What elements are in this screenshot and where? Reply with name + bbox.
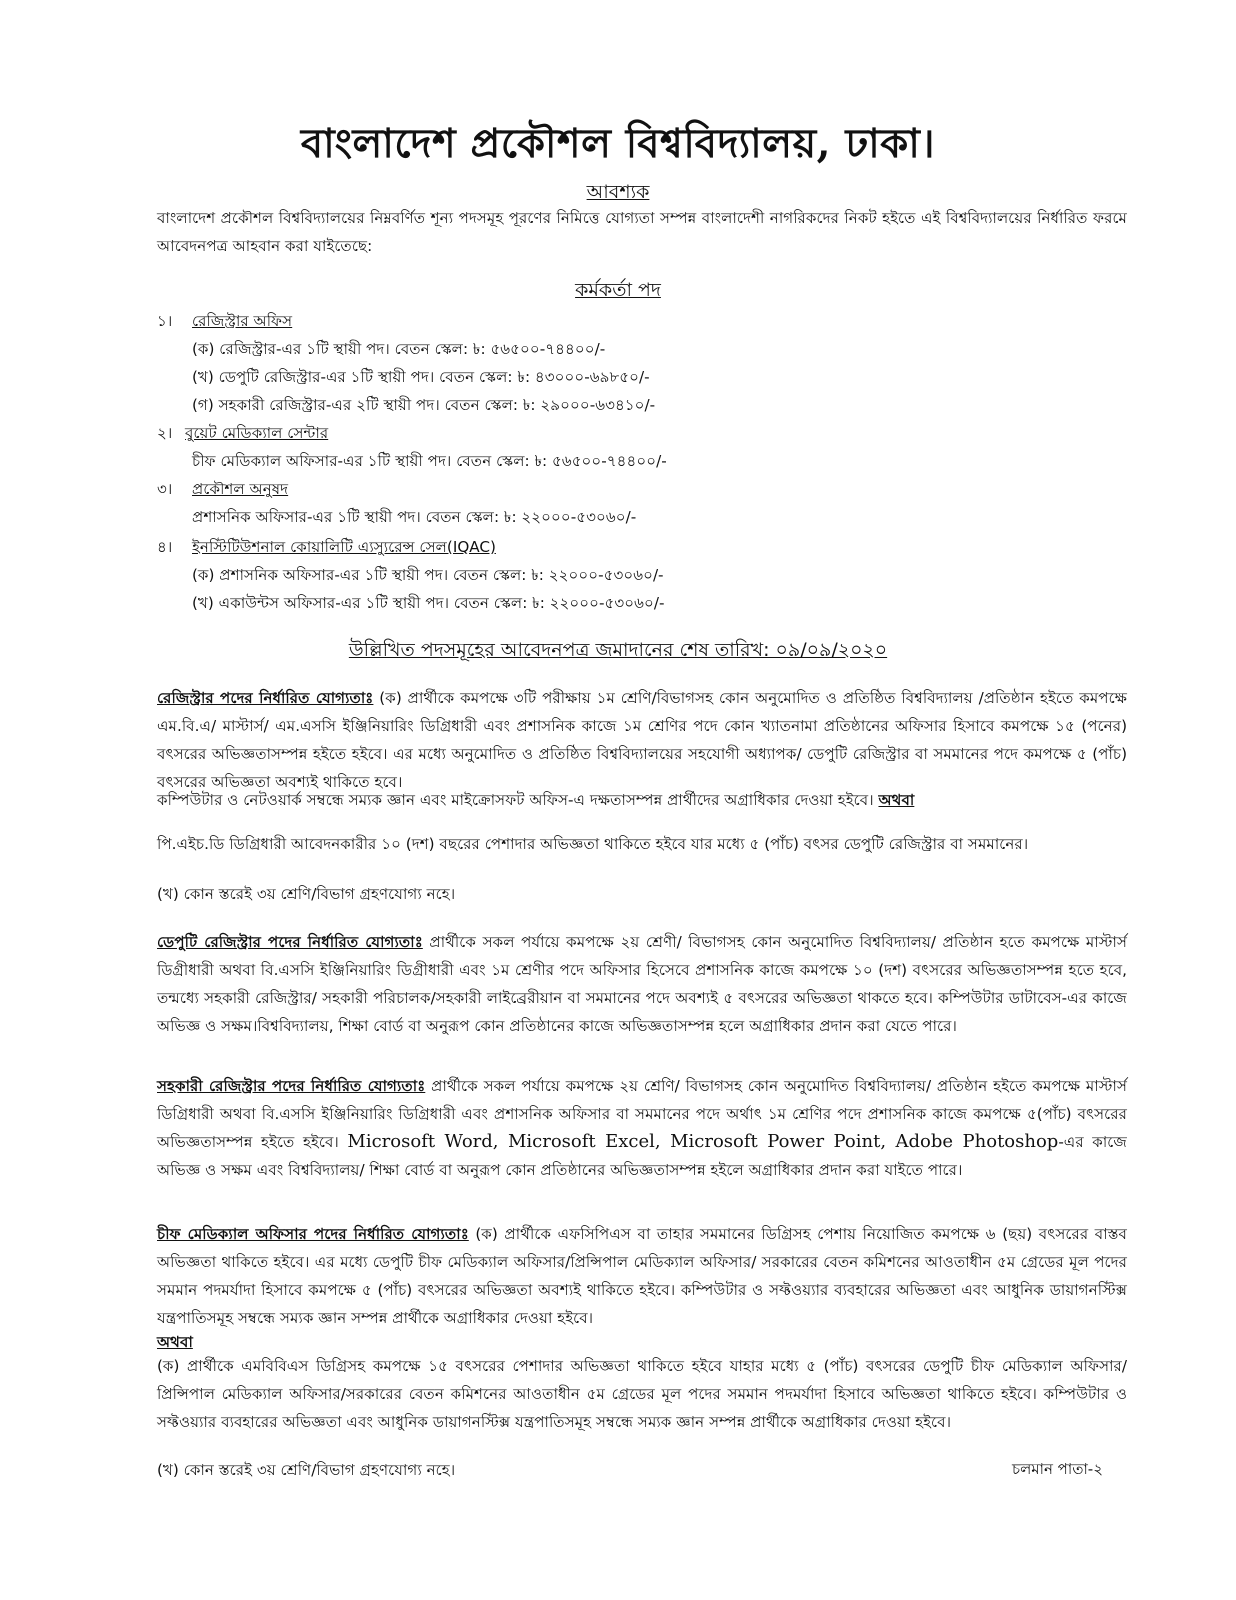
registrar-or: অথবা <box>878 791 915 809</box>
deputy-registrar-qualification <box>157 928 1127 1040</box>
registrar-computer-line <box>157 786 1127 814</box>
deputy-registrar-heading: ডেপুটি রেজিস্ট্রার পদের নির্ধারিত যোগ্যতাঃ <box>157 933 423 951</box>
registrar-computer-text: কম্পিউটার ও নেটওয়ার্ক সম্বন্ধে সম্যক জ্ঞান এবং মাইক্রোসফট অফিস-এ দক্ষতাসম্পন্ন প্রার্থীদের অগ্রাধিকার দেওয়া হইবে। <box>157 791 874 809</box>
section-4-post-a: (ক) প্রশাসনিক অফিসার-এর ১টি স্থায়ী পদ। বেতন স্কেল: ৳: ২২০০০-৫৩০৬০/- <box>192 566 664 584</box>
assistant-registrar-heading: সহকারী রেজিস্ট্রার পদের নির্ধারিত যোগ্যতাঃ <box>157 1077 426 1095</box>
cmo-heading: চীফ মেডিক্যাল অফিসার পদের নির্ধারিত যোগ্যতাঃ <box>157 1225 469 1243</box>
assistant-registrar-text-a: প্রার্থীকে সকল পর্যায়ে কমপক্ষে ২য় শ্রেণি/ বিভাগসহ কোন অনুমোদিত বিশ্ববিদ্যালয়/ প্রতিষ্ঠান হইতে কমপক্ষে মাস্টার্স ডিগ্রিধারী অথবা বি.এসসি ইঞ্জিনিয়ারিং ডিগ্রিধারী এবং প্রশাসনিক অফিসার বা সমমানের পদে অর্থাৎ ১ম শ্রেণির পদে প্রশাসনিক কাজে কমপক্ষে ৫(পাঁচ) বৎসরের অভিজ্ঞতাসম্পন্ন হইতে হইবে। <box>157 1077 1127 1151</box>
cmo-third-division: (খ) কোন স্তরেই ৩য় শ্রেণি/বিভাগ গ্রহণযোগ্য নহে। <box>157 1461 456 1479</box>
registrar-heading: রেজিস্ট্রার পদের নির্ধারিত যোগ্যতাঃ <box>157 689 374 707</box>
required-heading: আবশ্যক <box>586 181 650 203</box>
assistant-registrar-text-b: -এর কাজে অভিজ্ঞ ও সক্ষম এবং বিশ্ববিদ্যালয়/ শিক্ষা বোর্ড বা অনুরূপ কোন প্রতিষ্ঠানের অভিজ্ঞতাসম্পন্ন হইলে অগ্রাধিকার প্রদান করা যাইতে পারে। <box>157 1133 1128 1179</box>
page-title: বাংলাদেশ প্রকৌশল বিশ্ববিদ্যালয়, ঢাকা। <box>300 120 936 167</box>
section-4-post-b: (খ) একাউন্টস অফিসার-এর ১টি স্থায়ী পদ। বেতন স্কেল: ৳: ২২০০০-৫৩০৬০/- <box>192 594 665 612</box>
assistant-registrar-software: Microsoft Word, Microsoft Excel, Microsoft Power Point, Adobe Photoshop <box>347 1131 1059 1152</box>
cmo-qualification <box>157 1220 1127 1332</box>
section-1-name: রেজিস্ট্রার অফিস <box>192 312 293 330</box>
application-deadline: উল্লিখিত পদসমূহের আবেদনপত্র জমাদানের শেষ তারিখ: ০৯/০৯/২০২০ <box>348 639 888 661</box>
deputy-registrar-text: প্রার্থীকে সকল পর্যায়ে কমপক্ষে ২য় শ্রেণী/ বিভাগসহ কোন অনুমোদিত বিশ্ববিদ্যালয়/ প্রতিষ্ঠান হতে কমপক্ষে মাস্টার্স ডিগ্রীধারী অথবা বি.এসসি ইঞ্জিনিয়ারিং ডিগ্রীধারী এবং ১ম শ্রেণীর পদে অফিসার হিসেবে প্রশাসনিক কাজে কমপক্ষে ১০ (দশ) বৎসরের অভিজ্ঞতাসম্পন্ন হতে হবে, তন্মধ্যে সহকারী রেজিস্ট্রার/ সহকারী পরিচালক/সহকারী লাইব্রেরীয়ান বা সমমানের পদে অবশ্যই ৫ বৎসরের অভিজ্ঞতা থাকতে হবে। কম্পিউটার ডাটাবেস-এর কাজে অভিজ্ঞ ও সক্ষম।বিশ্ববিদ্যালয়, শিক্ষা বোর্ড বা অনুরূপ কোন প্রতিষ্ঠানের কাজে অভিজ্ঞতাসম্পন্ন হলে অগ্রাধিকার প্রদান করা যেতে পারে। <box>157 933 1127 1035</box>
cmo-or: অথবা <box>157 1333 193 1351</box>
section-3-post: প্রশাসনিক অফিসার-এর ১টি স্থায়ী পদ। বেতন স্কেল: ৳: ২২০০০-৫৩০৬০/- <box>192 508 637 526</box>
cmo-alternative: (ক) প্রার্থীকে এমবিবিএস ডিগ্রিসহ কমপক্ষে ১৫ বৎসরের পেশাদার অভিজ্ঞতা থাকিতে হইবে যাহার মধ্যে ৫ (পাঁচ) বৎসরের ডেপুটি চীফ মেডিক্যাল অফিসার/ প্রিন্সিপাল মেডিক্যাল অফিসার/সরকারের বেতন কমিশনের আওতাধীন ৫ম গ্রেডের মূল পদের সমমান পদমর্যাদা হিসাবে অভিজ্ঞতা থাকিতে হইবে। কম্পিউটার ও সফ্টওয়্যার ব্যবহারের অভিজ্ঞতা এবং আধুনিক ডায়াগনস্টিক্স যন্ত্রপাতিসমূহ সম্বন্ধে সম্যক জ্ঞান সম্পন্ন প্রার্থীকে অগ্রাধিকার দেওয়া হইবে। <box>157 1357 1127 1431</box>
section-1-post-c: (গ) সহকারী রেজিস্ট্রার-এর ২টি স্থায়ী পদ। বেতন স্কেল: ৳: ২৯০০০-৬৩৪১০/- <box>192 396 656 414</box>
section-4-number: ৪। <box>157 538 173 556</box>
intro-paragraph: বাংলাদেশ প্রকৌশল বিশ্ববিদ্যালয়ের নিম্নবর্ণিত শূন্য পদসমূহ পূরণের নিমিত্তে যোগ্যতা সম্পন্ন বাংলাদেশী নাগরিকদের নিকট হইতে এই বিশ্ববিদ্যালয়ের নির্ধারিত ফরমে আবেদনপত্র আহবান করা যাইতেছে: <box>157 209 1127 255</box>
section-1-post-b: (খ) ডেপুটি রেজিস্ট্রার-এর ১টি স্থায়ী পদ। বেতন স্কেল: ৳: ৪৩০০০-৬৯৮৫০/- <box>192 368 650 386</box>
officer-posts-heading: কর্মকর্তা পদ <box>575 279 661 301</box>
assistant-registrar-qualification <box>157 1072 1127 1184</box>
section-2-post: চীফ মেডিক্যাল অফিসার-এর ১টি স্থায়ী পদ। বেতন স্কেল: ৳: ৫৬৫০০-৭৪৪০০/- <box>192 452 667 470</box>
cmo-text: (ক) প্রার্থীকে এফসিপিএস বা তাহার সমমানের ডিগ্রিসহ পেশায় নিয়োজিত কমপক্ষে ৬ (ছয়) বৎসরের বাস্তব অভিজ্ঞতা থাকিতে হইবে। এর মধ্যে ডেপুটি চীফ মেডিক্যাল অফিসার/প্রিন্সিপাল মেডিক্যাল অফিসার/ সরকারের বেতন কমিশনের আওতাধীন ৫ম গ্রেডের মূল পদের সমমান পদমর্যাদা হিসাবে কমপক্ষে ৫ (পাঁচ) বৎসরের অভিজ্ঞতা অবশ্যই থাকিতে হইবে। কম্পিউটার ও সফ্টওয়্যার ব্যবহারের অভিজ্ঞতা এবং আধুনিক ডায়াগনস্টিক্স যন্ত্রপাতিসমূহ সম্বন্ধে সম্যক জ্ঞান সম্পন্ন প্রার্থীকে অগ্রাধিকার দেওয়া হইবে। <box>157 1225 1127 1327</box>
continued-page-note: চলমান পাতা-২ <box>1012 1460 1103 1478</box>
section-3-name: প্রকৌশল অনুষদ <box>192 480 289 498</box>
registrar-qualification <box>157 684 1127 796</box>
section-3-number: ৩। <box>157 480 173 498</box>
section-1-post-a: (ক) রেজিস্ট্রার-এর ১টি স্থায়ী পদ। বেতন স্কেল: ৳: ৫৬৫০০-৭৪৪০০/- <box>192 340 606 358</box>
registrar-phd: পি.এইচ.ডি ডিগ্রিধারী আবেদনকারীর ১০ (দশ) বছরের পেশাদার অভিজ্ঞতা থাকিতে হইবে যার মধ্যে ৫ (পাঁচ) বৎসর ডেপুটি রেজিস্ট্রার বা সমমানের। <box>157 835 1029 853</box>
section-2-name: বুয়েট মেডিক্যাল সেন্টার <box>185 424 329 442</box>
section-1-number: ১। <box>157 312 173 330</box>
registrar-third-division: (খ) কোন স্তরেই ৩য় শ্রেণি/বিভাগ গ্রহণযোগ্য নহে। <box>157 885 456 903</box>
section-4-name: ইনস্টিটিউশনাল কোয়ালিটি এ্যস্যুরেন্স সেল(IQAC) <box>192 538 496 556</box>
section-2-number: ২। <box>157 424 173 442</box>
registrar-text: (ক) প্রার্থীকে কমপক্ষে ৩টি পরীক্ষায় ১ম শ্রেণি/বিভাগসহ কোন অনুমোদিত ও প্রতিষ্ঠিত বিশ্ববিদ্যালয় /প্রতিষ্ঠান হইতে কমপক্ষে এম.বি.এ/ মাস্টার্স/ এম.এসসি ইঞ্জিনিয়ারিং ডিগ্রিধারী এবং প্রশাসনিক কাজে ১ম শ্রেণির পদে কোন খ্যাতনামা প্রতিষ্ঠানের অফিসার হিসাবে কমপক্ষে ১৫ (পনের) বৎসরের অভিজ্ঞতাসম্পন্ন হইতে হইবে। এর মধ্যে অনুমোদিত ও প্রতিষ্ঠিত বিশ্ববিদ্যালয়ের সহযোগী অধ্যাপক/ ডেপুটি রেজিস্ট্রার বা সমমানের পদে কমপক্ষে ৫ (পাঁচ) বৎসরের অভিজ্ঞতা অবশ্যই থাকিতে হবে। <box>157 689 1128 791</box>
